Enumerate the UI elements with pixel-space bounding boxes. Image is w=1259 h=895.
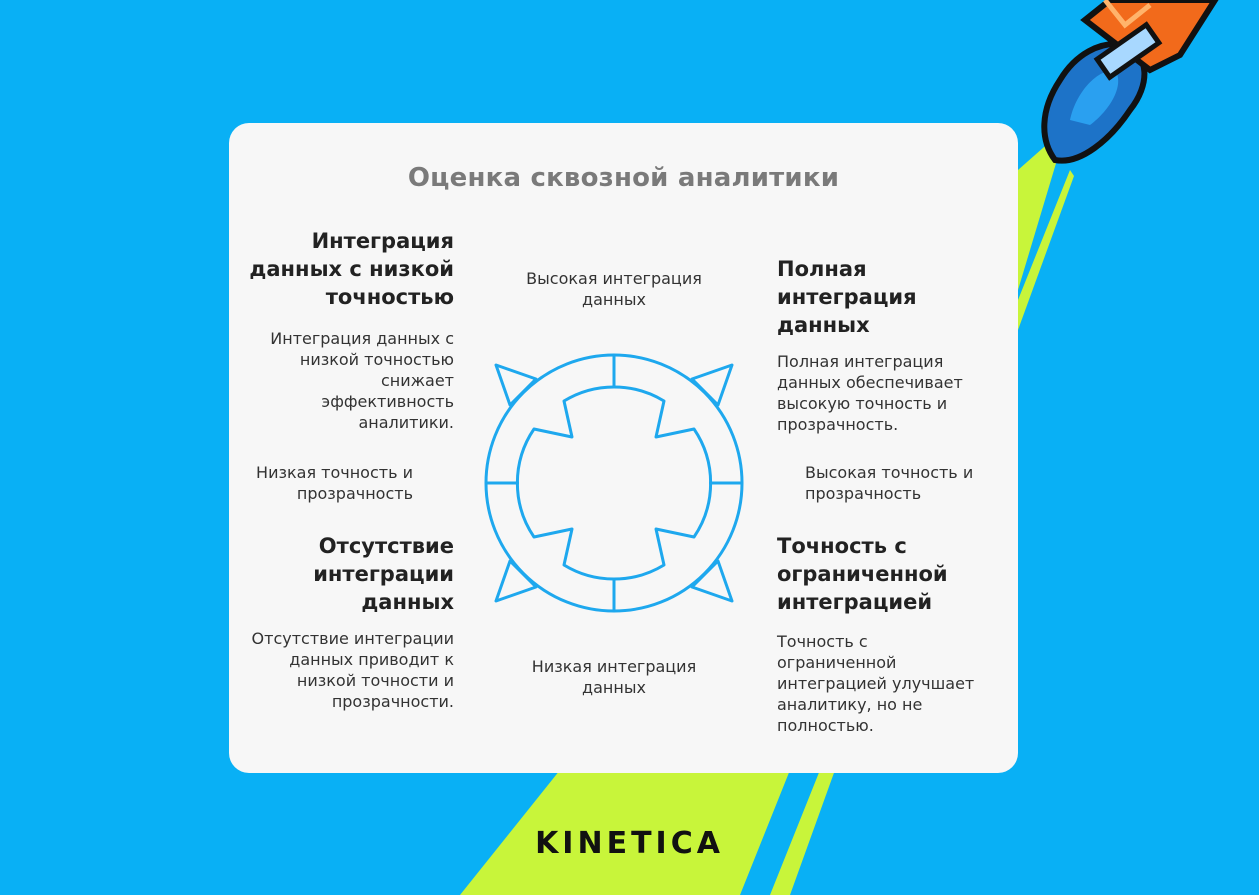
description-bottom-right: Точность с ограниченной интеграцией улучшает аналитику, но не полностью.: [777, 632, 975, 735]
rocket-icon: [1044, 0, 1215, 161]
axis-label-bottom: Низкая интеграция данных: [531, 657, 697, 697]
axis-label-left: Низкая точность и прозрачность: [256, 463, 413, 503]
arrow-top-left: [496, 365, 536, 405]
heading-top-right: Полная интеграция данных: [777, 257, 917, 337]
diagram-card: [229, 123, 1018, 773]
arrow-bottom-left: [496, 561, 536, 601]
heading-bottom-left: Отсутствие интеграции данных: [313, 534, 454, 614]
axis-label-right: Высокая точность и прозрачность: [805, 463, 974, 503]
heading-bottom-right: Точность с ограниченной интеграцией: [777, 534, 948, 614]
inner-cross: [517, 387, 710, 579]
ring-diagram: [479, 348, 749, 618]
arrow-bottom-right: [692, 561, 732, 601]
axis-label-top: Высокая интеграция данных: [526, 269, 702, 309]
description-top-left: Интеграция данных с низкой точностью снижает эффективность аналитики.: [270, 329, 454, 432]
brand-logo: KINETICA: [535, 826, 724, 861]
description-top-right: Полная интеграция данных обеспечивает высокую точность и прозрачность.: [777, 352, 963, 434]
arrow-top-right: [692, 365, 732, 405]
description-bottom-left: Отсутствие интеграции данных приводит к низкой точности и прозрачности.: [251, 629, 454, 711]
heading-top-left: Интеграция данных с низкой точностью: [249, 229, 454, 309]
card-title: Оценка сквозной аналитики: [407, 163, 840, 193]
